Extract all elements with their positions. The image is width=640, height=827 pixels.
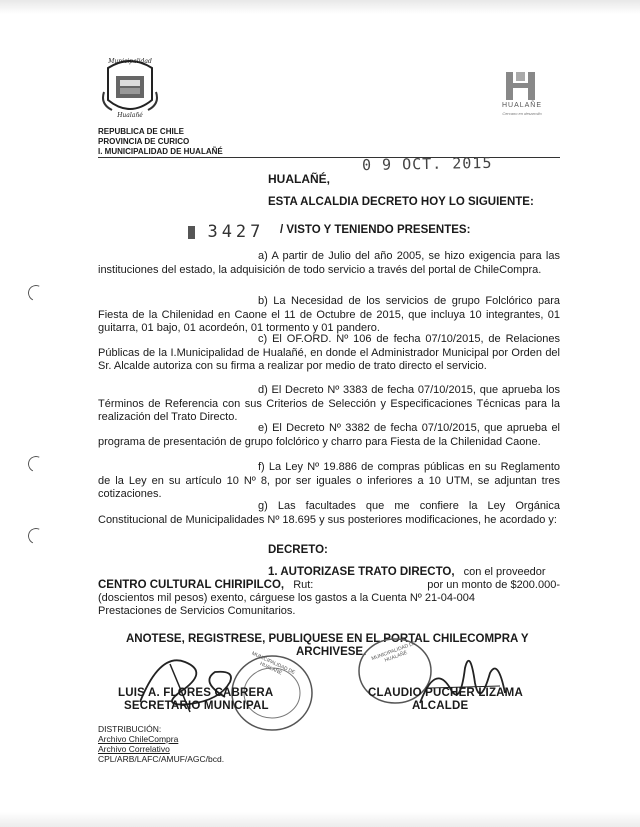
decreto-heading: DECRETO: xyxy=(268,544,328,556)
crest-text-top: Municipalidad xyxy=(108,58,152,65)
seal-text-right: MUNICIPALIDAD DE HUALAÑÉ xyxy=(370,640,418,664)
consideration-a-text: a) A partir de Julio del año 2005, se hizo exigencia para las instituciones del estado, la adquisición de todo servicio a través del portal de ChileCompra. xyxy=(98,250,560,276)
decree-number-block xyxy=(188,222,264,242)
consideration-d xyxy=(98,384,560,425)
visto-heading: / VISTO Y TENIENDO PRESENTES: xyxy=(280,224,471,236)
resolution-line-4: Prestaciones de Servicios Comunitarios. xyxy=(98,605,296,617)
consideration-b-text: b) La Necesidad de los servicios de grupo Folclórico para Fiesta de la Chilenidad en Caone el 11 de Octubre de 2015, que incluya 10 integrantes, 01 guitarra, 01 bajo, 01 acordeón, 01 tormento y 01 pandero. xyxy=(98,295,560,334)
org-line-2: PROVINCIA DE CURICO xyxy=(98,137,190,146)
decree-number: 3427 xyxy=(207,222,265,242)
stamp-mark-icon xyxy=(188,226,195,239)
consideration-g-text: g) Las facultades que me confiere la Ley Orgánica Constitucional de Municipalidades Nº 18.695 y sus posteriores modificaciones, he acordado y: xyxy=(98,500,560,526)
consideration-c-text: c) El OF.ORD. Nº 106 de fecha 07/10/2015, de Relaciones Públicas de la I.Municipalidad de Hualañé, en donde el Administrador Municipal por Orden del Sr. Alcalde autoriza con su firma a realizar por medio de trato directo el servicio. xyxy=(98,333,560,372)
consideration-b xyxy=(98,295,560,336)
provider-name: CENTRO CULTURAL CHIRIPILCO, xyxy=(98,579,285,591)
distribution-heading: DISTRIBUCIÓN: xyxy=(98,724,162,734)
intro-statement: ESTA ALCALDIA DECRETO HOY LO SIGUIENTE: xyxy=(268,196,534,208)
resolution-item1-tail: con el proveedor xyxy=(463,566,546,578)
scan-artifact-top xyxy=(0,0,640,14)
consideration-f xyxy=(98,461,560,502)
municipal-crest xyxy=(100,52,160,122)
signatory-right-name: CLAUDIO PUCHER LIZAMA xyxy=(368,687,523,699)
distribution-line-3: CPL/ARB/LAFC/AMUF/AGC/bcd. xyxy=(98,754,225,764)
resolution-line-1 xyxy=(268,566,546,578)
scan-ring-icon xyxy=(26,526,47,547)
scan-ring-icon xyxy=(26,283,47,304)
consideration-g xyxy=(98,500,560,527)
scan-ring-icon xyxy=(26,454,47,475)
consideration-e xyxy=(98,422,560,449)
consideration-a xyxy=(98,250,560,277)
date-stamp: 0 9 OCT. 2015 xyxy=(361,153,493,175)
h-logo-icon xyxy=(492,70,552,102)
signatory-left-title: SECRETARIO MUNICIPAL xyxy=(124,700,269,712)
hualane-logo xyxy=(492,70,552,118)
consideration-d-text: d) El Decreto Nº 3383 de fecha 07/10/2015, que aprueba los Términos de Referencia con sus Criterios de Selección y Especificaciones Técnicas para la realización del Trato Directo. xyxy=(98,384,560,423)
resolution-item1-label: 1. AUTORIZASE TRATO DIRECTO, xyxy=(268,566,455,578)
place-label: HUALAÑÉ, xyxy=(268,172,330,186)
amount-text: por un monto de $200.000- xyxy=(427,579,560,591)
signatory-left-name: LUIS A. FLORES CABRERA xyxy=(118,687,274,699)
distribution-line-1: Archivo ChileCompra xyxy=(98,734,179,744)
distribution-line-2: Archivo Correlativo xyxy=(98,744,170,754)
org-line-3: I. MUNICIPALIDAD DE HUALAÑÉ xyxy=(98,147,223,156)
signatory-right-title: ALCALDE xyxy=(412,700,469,712)
closing-line-1: ANOTESE, REGISTRESE, PUBLIQUESE EN EL PORTAL CHILECOMPRA Y xyxy=(126,633,529,645)
logo-subtag: Cercano en desarrollo xyxy=(502,111,542,116)
closing-line-2: ARCHIVESE. xyxy=(296,646,367,658)
resolution-line-3: (doscientos mil pesos) exento, cárguese los gastos a la Cuenta Nº 21-04-004 xyxy=(98,592,476,604)
consideration-c xyxy=(98,333,560,374)
consideration-e-text: e) El Decreto Nº 3382 de fecha 07/10/2015, que aprueba el programa de presentación de grupo folclórico y charro para Fiesta de la Chilenidad Caone. xyxy=(98,422,560,448)
scan-artifact-bottom xyxy=(0,812,640,827)
seal-text-left: MUNICIPALIDAD DE HUALAÑÉ xyxy=(250,650,296,677)
org-line-1: REPUBLICA DE CHILE xyxy=(98,127,184,136)
rut-label: Rut: xyxy=(293,579,314,591)
consideration-f-text: f) La Ley Nº 19.886 de compras públicas en su Reglamento de la Ley en su artículo 10 Nº 8, por ser iguales o inferiores a 10 UTM, se adjuntan tres cotizaciones. xyxy=(98,461,560,500)
resolution-line-2 xyxy=(98,579,560,591)
crest-text-bottom: Hualañé xyxy=(117,112,143,119)
logo-tagline: HUALAÑE xyxy=(501,102,543,109)
